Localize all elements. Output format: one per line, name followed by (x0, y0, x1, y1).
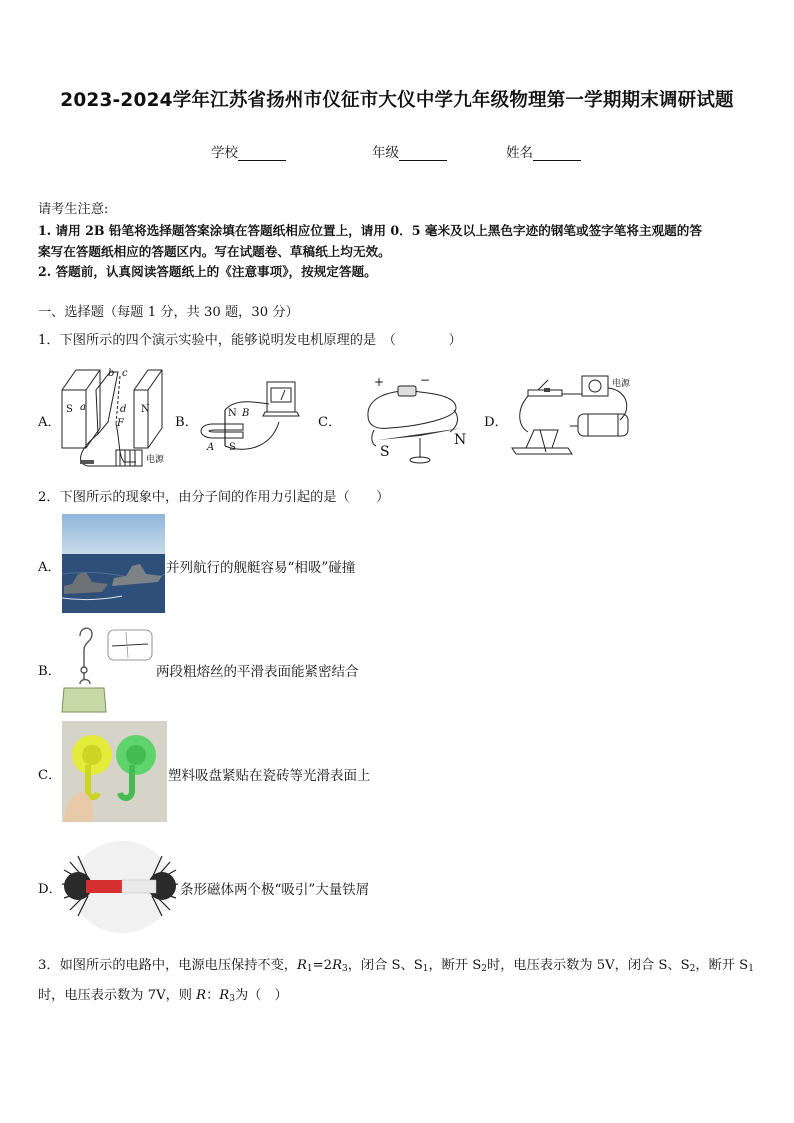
fig-c-n: N (454, 432, 467, 448)
school-blank[interactable] (238, 146, 286, 161)
grade-blank[interactable] (399, 146, 447, 161)
grade-label: 年级 (372, 145, 399, 161)
fig-a-d: d (120, 404, 127, 415)
fig-b-n: N (228, 408, 237, 419)
q2-option-b-label[interactable]: B． (38, 664, 61, 679)
q2-option-c-text: 塑料吸盘紧贴在瓷砖等光滑表面上 (168, 768, 371, 784)
fig-b-a: A (207, 442, 215, 453)
q1-option-c-label[interactable]: C． (318, 415, 342, 430)
fig-a-f: F (117, 418, 124, 429)
q3-line1: 3．如图所示的电路中，电源电压保持不变，$R_1=2R_3$，闭合 S、$S_1$，断开 $S_2$时，电压表示数为 5V，闭合 S、$S_2$，断开 $S_1$ (38, 958, 754, 974)
q2-suction-cup-image (62, 721, 167, 822)
q1-figure-a (58, 362, 174, 472)
q1-stem: 1．下图所示的四个演示实验中，能够说明发电机原理的是 （ ） (38, 333, 462, 348)
q1-figure-c (360, 374, 470, 468)
notice-heading: 请考生注意: (38, 202, 109, 217)
fig-d-power: 电源 (612, 379, 631, 389)
q1-option-d-label[interactable]: D． (484, 415, 508, 430)
q2-magnet-image (60, 840, 180, 934)
section-heading: 一、选择题（每题 1 分，共 30 题，30 分） (38, 305, 299, 320)
fig-a-c: c (122, 368, 128, 379)
fig-a-s: S (66, 404, 73, 415)
q2-fuse-image (58, 622, 154, 714)
fig-c-plus: + (374, 375, 385, 389)
fig-a-a: a (80, 402, 86, 413)
school-label: 学校 (211, 145, 238, 161)
notice-item1-line2: 案写在答题纸相应的答题区内。写在试题卷、草稿纸上均无效。 (38, 244, 391, 259)
grade-field[interactable] (372, 141, 447, 161)
fig-b-b: B (242, 408, 250, 419)
name-label: 姓名 (506, 145, 533, 161)
fig-c-s: S (380, 444, 390, 460)
fig-a-battery (80, 450, 142, 466)
name-blank[interactable] (533, 146, 581, 161)
notice-item2: 2. 答题前，认真阅读答题纸上的《注意事项》，按规定答题。 (38, 264, 377, 279)
q2-option-a-text: 并列航行的舰艇容易“相吸”碰撞 (166, 560, 356, 576)
q3-line2: 时，电压表示数为 7V，则 R：$R_3$为（ ） (38, 988, 288, 1004)
q2-option-c-label[interactable]: C． (38, 768, 62, 783)
fig-c-minus: − (420, 374, 431, 387)
q1-figure-d (508, 370, 648, 464)
q2-ships-image (62, 514, 165, 613)
school-field[interactable] (211, 141, 286, 161)
name-field[interactable] (506, 141, 581, 161)
fig-a-power: 电源 (146, 455, 165, 465)
q2-option-b-text: 两段粗熔丝的平滑表面能紧密结合 (156, 664, 359, 680)
q1-figure-b (195, 376, 305, 456)
fig-a-b: b (108, 368, 115, 379)
fig-b-s: S (229, 442, 236, 453)
q2-option-d-text: 条形磁体两个极“吸引”大量铁屑 (180, 882, 370, 898)
q2-option-a-label[interactable]: A． (38, 560, 61, 575)
notice-item1-line1: 1. 请用 2B 铅笔将选择题答案涂填在答题纸相应位置上，请用 0．5 毫米及以上黑色字迹的钢笔或签字笔将主观题的答 (38, 223, 702, 238)
fig-a-n: N (141, 404, 150, 415)
q1-option-a-label[interactable]: A． (38, 415, 61, 430)
q2-option-d-label[interactable]: D． (38, 882, 62, 897)
q2-stem: 2．下图所示的现象中，由分子间的作用力引起的是（ ） (38, 490, 390, 505)
page-title: 2023-2024学年江苏省扬州市仪征市大仪中学九年级物理第一学期期末调研试题 (60, 90, 734, 111)
q1-option-b-label[interactable]: B． (175, 415, 198, 430)
